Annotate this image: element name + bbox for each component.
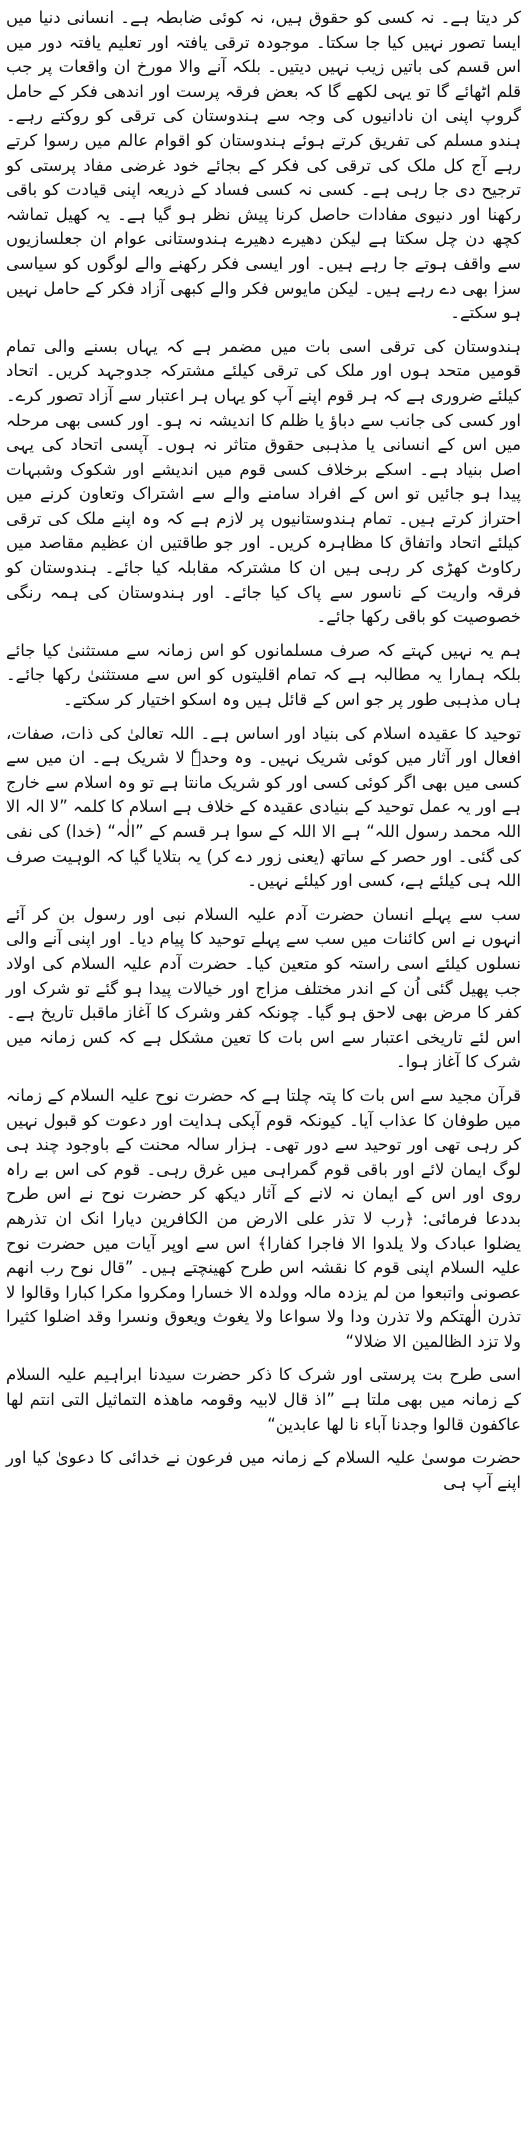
paragraph-musa-firaun: حضرت موسیٰ علیہ السلام کے زمانہ میں فرعون نے خدائی کا دعویٰ کیا اور اپنے آپ ہی [6,1448,521,1492]
paragraph-minorities-demand: ہم یہ نہیں کہتے کہ صرف مسلمانوں کو اس زمانہ سے مستثنیٰ کیا جائے بلکہ ہمارا یہ مطالبہ ہے کہ تمام اقلیتوں کو اس سے مستثنیٰ رکھا جائے۔ ہاں مذہبی طور پر جو اس کے قائل ہیں وہ اسکو اختیار کر سکتے۔ [6,640,521,710]
paragraph-gap [6,630,521,639]
paragraph-gap [6,1437,521,1446]
paragraph-gap [6,1075,521,1084]
paragraph-national-unity: ہندوستان کی ترقی اسی بات میں مضمر ہے کہ یہاں بسنے والی تمام قومیں متحد ہوں اور ملک کی ترقی کیلئے مشترکہ جدوجہد کریں۔ اتحاد کیلئے ضروری ہے کہ ہر قوم اپنے آپ کو یہاں ہر اعتبار سے آزاد تصور کرے۔ اور کسی کی جانب سے دباؤ یا ظلم کا اندیشہ نہ ہو۔ اور کسی بھی مرحلہ میں اس کے انسانی یا مذہبی حقوق متاثر نہ ہوں۔ آپسی اتحاد کی یہی اصل بنیاد ہے۔ اسکے برخلاف کسی قوم میں اندیشے اور شکوک وشبہات پیدا ہو جائیں تو اس کے افراد سامنے والے سے اشتراک وتعاون کرنے میں احتراز کرتے ہیں۔ تمام ہندوستانیوں پر لازم ہے کہ وہ اپنے ملک کی ترقی کیلئے اتحاد واتفاق کا مظاہرہ کریں۔ اور جو طاقتیں ان عظیم مقاصد میں رکاوٹ کھڑی کر رہی ہیں ان کا مشترکہ مقابلہ کیا جائے۔ ہندوستان کو فرقہ واریت کے ناسور سے پاک کیا جائے۔ اور ہندوستان کی ہمہ رنگی خصوصیت کو باقی رکھا جائے۔ [6,336,521,627]
paragraph-ibrahim-idols: اسی طرح بت پرستی اور شرک کا ذکر حضرت سیدنا ابراہیم علیہ السلام کے زمانہ میں بھی ملتا ہے ”اذ قال لابیہ وقومہ ماھذہ التماثیل التی انتم لھا عاکفون قالوا وجدنا آباء نا لھا عابدین“ [6,1365,521,1434]
paragraph-adam-first-prophet: سب سے پہلے انسان حضرت آدم علیہ السلام نبی اور رسول بن کر آئے انہوں نے اس کائنات میں سب سے پہلے توحید کا پیام دیا۔ اور اپنی آنے والی نسلوں کیلئے اسی راستہ کو متعین کیا۔ حضرت آدم علیہ السلام کی اولاد جب پھیل گئی اُن کے اندر مختلف مزاج اور خیالات پیدا ہو گئے تو شرک اور کفر کا مرض بھی لاحق ہو گیا۔ چونکہ کفر وشرک کا آغاز ماقبل تاریخ ہے۔ اس لئے تاریخی اعتبار سے اس بات کا تعین مشکل ہے کہ کس زمانہ میں شرک کا آغاز ہوا۔ [6,904,521,1072]
paragraph-gap [6,894,521,903]
paragraph-india-development-critique: کر دیتا ہے۔ نہ کسی کو حقوق ہیں، نہ کوئی ضابطہ ہے۔ انسانی دنیا میں ایسا تصور نہیں کیا جا سکتا۔ موجودہ ترقی یافتہ اور تعلیم یافتہ دور میں اس قسم کی باتیں زیب نہیں دیتیں۔ بلکہ آنے والا مورخ ان واقعات پر جب قلم اٹھائے گا تو یہی لکھے گا کہ بعض فرقہ پرست اور اندھی فکر کے حامل گروپ اپنی ان نادانیوں کی وجہ سے ہندوستان کی ترقی کو روکتے رہے۔ ہندو مسلم کی تفریق کرتے ہوئے ہندوستان کو اقوام عالم میں رسوا کرتے رہے آج کل ملک کی ترقی کی فکر کے بجائے خود غرضی مفاد پرستی کو ترجیح دی جا رہی ہے۔ کسی نہ کسی فساد کے ذریعہ اپنی قیادت کو باقی رکھنا اور دنیوی مفادات حاصل کرنا پیش نظر ہو گیا ہے۔ یہ کھیل تماشہ کچھ دن چل سکتا ہے لیکن دھیرے دھیرے ہندوستانی عوام ان جعلسازیوں سے واقف ہوتے جا رہے ہیں۔ اور ایسی فکر رکھنے والے لوگوں کو سیاسی سزا بھی دے رہے ہیں۔ لیکن مایوس فکر والے کبھی آزاد فکر کے حامل نہیں ہو سکتے۔ [6,8,521,323]
paragraph-gap [6,326,521,335]
paragraph-tawhid-belief: توحید کا عقیدہ اسلام کی بنیاد اور اساس ہے۔ اللہ تعالیٰ کی ذات، صفات، افعال اور آثار میں کوئی شریک نہیں۔ وہ وحدہٗ لا شریک ہے۔ ان میں سے کسی میں بھی اگر کوئی کسی اور کو شریک مانتا ہے تو وہ اسلام سے خارج ہے اور یہ عمل توحید کے بنیادی عقیدہ کے خلاف ہے اسلام کا کلمہ ”لا الہ الا اللہ محمد رسول اللہ“ ہے الا اللہ کے سوا ہر قسم کے ”الٰہ“ (خدا) کی نفی کی گئی۔ اور حصر کے ساتھ (یعنی زور دے کر) یہ بتلایا گیا کہ الوہیت صرف اللہ ہی کیلئے ہے، کسی اور کیلئے نہیں۔ [6,723,521,891]
paragraph-nuh-flood: قرآن مجید سے اس بات کا پتہ چلتا ہے کہ حضرت نوح علیہ السلام کے زمانہ میں طوفان کا عذاب آیا۔ کیونکہ قوم آپکی ہدایت اور دعوت کو قبول نہیں کر رہی تھی اور توحید سے دور تھی۔ ہزار سالہ محنت کے باوجود چند ہی لوگ ایمان لائے اور باقی قوم گمراہی میں غرق رہی۔ قوم کی اس بے راہ روی اور اس کے ایمان نہ لانے کے آثار دیکھ کر حضرت نوح نے اس طرح بددعا فرمائی: ﴿رب لا تذر علی الارض من الکافرین دیارا انک ان تذرھم یضلوا عبادک ولا یلدوا الا فاجرا کفارا﴾ اس سے اوپر آیات میں حضرت نوح علیہ السلام اپنی قوم کا نقشہ اس طرح کھینچتے ہیں۔ ”قال نوح رب انھم عصونی واتبعوا من لم یزدہ مالہ وولدہ الا خسارا ومکروا مکرا کبارا وقالوا لا تذرن الٰھتکم ولا تذرن ودا ولا سواعا ولا یغوث ویعوق ونسرا وقد اضلوا کثیرا ولا تزد الظالمین الا ضلالا“ [6,1085,521,1351]
paragraph-gap [6,1354,521,1363]
paragraph-gap [6,713,521,722]
